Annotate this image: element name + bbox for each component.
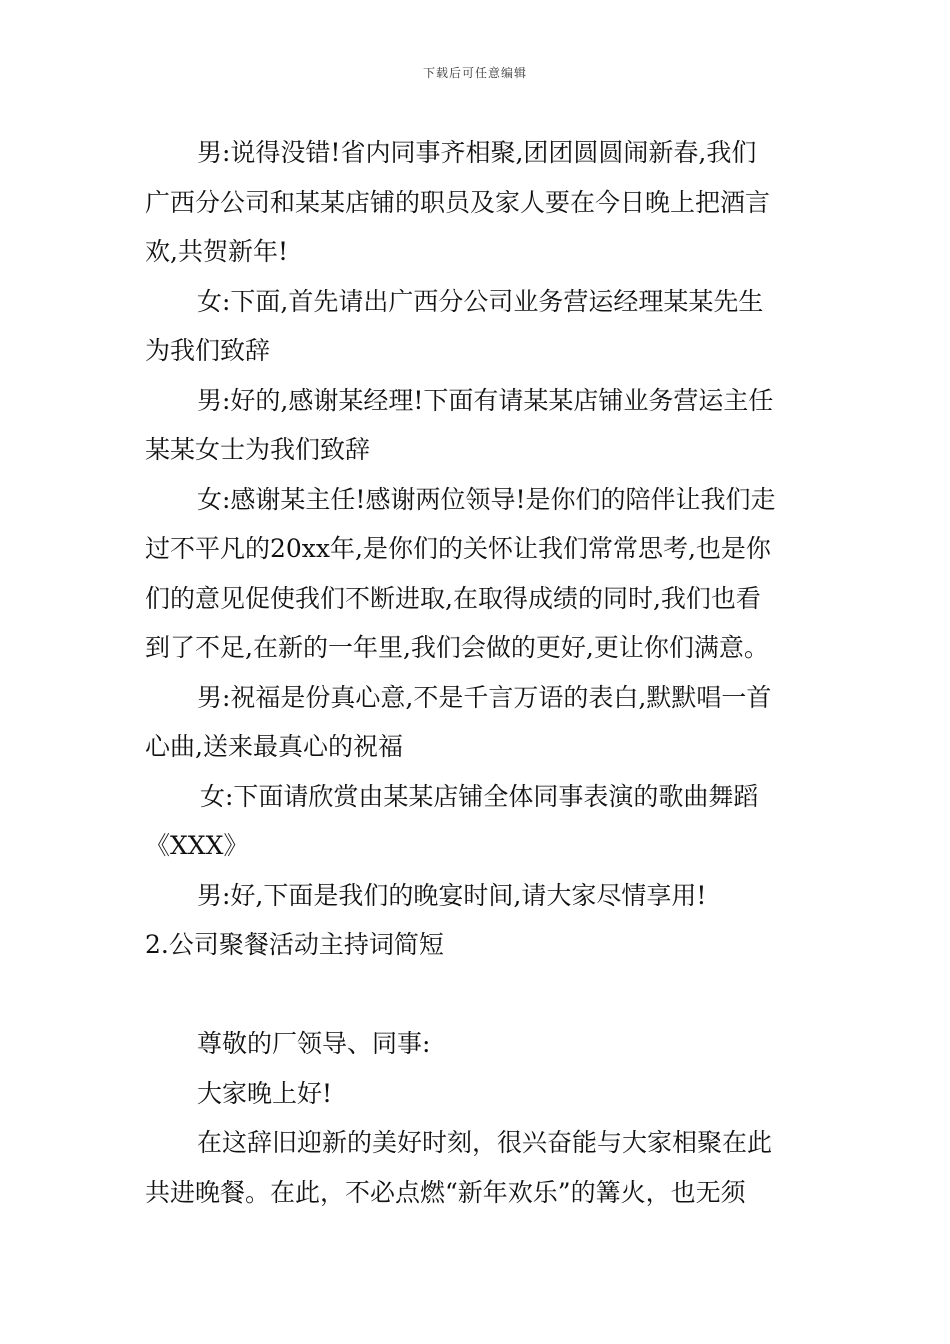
- paragraph-line: 欢,共贺新年!: [145, 237, 288, 266]
- section-heading: 2.公司聚餐活动主持词简短: [145, 930, 444, 959]
- paragraph-line: 在这辞旧迎新的美好时刻，很兴奋能与大家相聚在此: [197, 1128, 773, 1157]
- document-body: [145, 128, 807, 1217]
- paragraph-line: 们的意见促使我们不断进取,在取得成绩的同时,我们也看: [145, 583, 761, 613]
- paragraph-line: 到了不足,在新的一年里,我们会做的更好,更让你们满意。: [145, 633, 769, 662]
- paragraph-line: 女:下面请欣赏由某某店铺全体同事表演的歌曲舞蹈: [200, 781, 759, 811]
- paragraph-line: 女:感谢某主任!感谢两位领导!是你们的陪伴让我们走: [197, 484, 776, 514]
- paragraph-line: 男:说得没错!省内同事齐相聚,团团圆圆闹新春,我们: [197, 138, 757, 167]
- paragraph-line: 尊敬的厂领导、同事:: [197, 1029, 431, 1058]
- paragraph-line: 某某女士为我们致辞: [145, 435, 371, 464]
- paragraph-line: 过不平凡的20xx年,是你们的关怀让我们常常思考,也是你: [145, 534, 771, 563]
- paragraph-line: 男:好的,感谢某经理!下面有请某某店铺业务营运主任: [197, 385, 774, 415]
- paragraph-line: 共进晚餐。在此，不必点燃“新年欢乐”的篝火，也无须: [145, 1177, 746, 1207]
- paragraph-line: 心曲,送来最真心的祝福: [145, 732, 403, 761]
- blank-line: [145, 970, 807, 1020]
- paragraph-line: 大家晚上好!: [197, 1078, 333, 1108]
- header-note: 下载后可任意编辑: [422, 66, 527, 80]
- paragraph-line: 女:下面,首先请出广西分公司业务营运经理某某先生: [197, 286, 764, 316]
- paragraph-line: 为我们致辞: [145, 336, 271, 365]
- paragraph-line: 广西分公司和某某店铺的职员及家人要在今日晚上把酒言: [145, 187, 771, 217]
- paragraph-line: 男:好,下面是我们的晚宴时间,请大家尽情享用!: [197, 880, 707, 910]
- paragraph-line: 《XXX》: [145, 831, 249, 860]
- paragraph-line: 男:祝福是份真心意,不是千言万语的表白,默默唱一首: [197, 682, 772, 712]
